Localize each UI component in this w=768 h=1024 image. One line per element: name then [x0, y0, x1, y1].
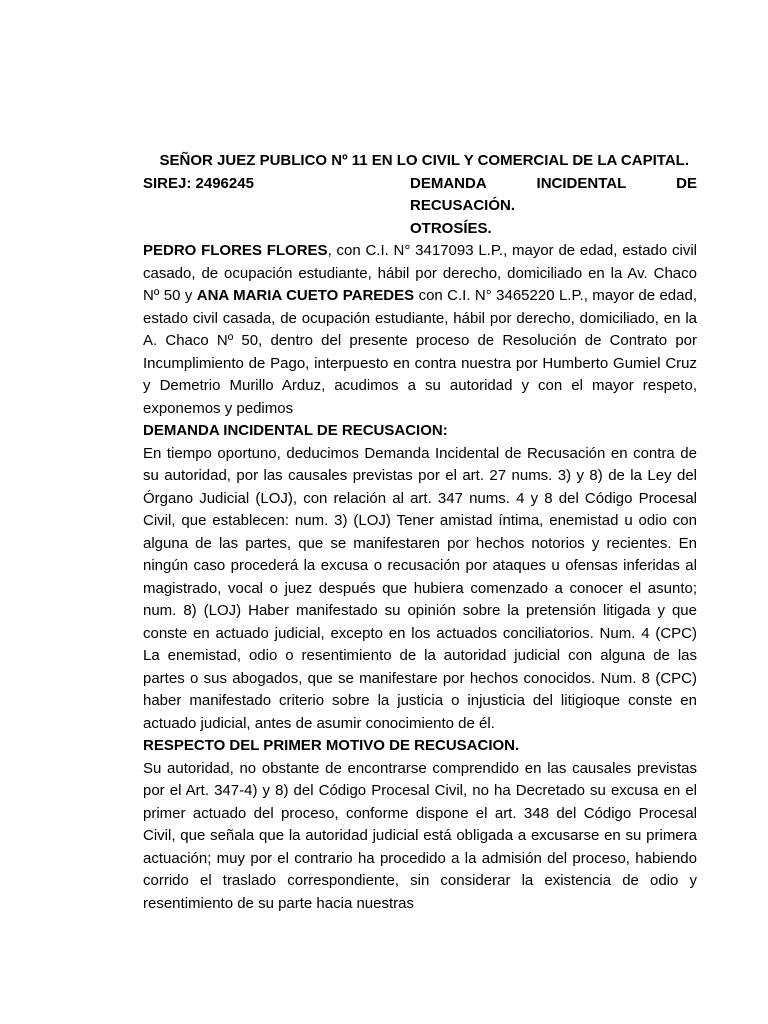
intro-text-2: con C.I. N° 3465220 L.P., mayor de edad, estado civil casada, de ocupación estudiante, hábil por derecho, domiciliado, en la A. Chaco Nº 50, dentro del presente proceso de Resolución de Contrato por Incumplimiento de Pago, interpuesto en contra nuestra por Humberto Gumiel Cruz y Demetrio Murillo Arduz, acudimos a su autoridad y con el mayor respeto, exponemos y pedimos	[143, 287, 698, 417]
plaintiff-name-1: PEDRO FLORES FLORES	[143, 242, 328, 259]
case-header	[143, 173, 697, 241]
section-body-first-motive: Su autoridad, no obstante de encontrarse comprendido en las causales previstas por el Art. 347-4) y 8) del Código Procesal Civil, no ha Decretado su excusa en el primer actuado del proceso, conforme dispone el art. 348 del Código Procesal Civil, que señala que la autoridad judicial está obligada a excusarse en su primera actuación; muy por el contrario ha procedido a la admisión del proceso, habiendo corrido el traslado correspondiente, sin considerar la existencia de odio y resentimiento de su parte hacia nuestras	[143, 759, 697, 912]
court-title: SEÑOR JUEZ PUBLICO Nº 11 EN LO CIVIL Y COMERCIAL DE LA CAPITAL.	[159, 152, 689, 169]
demand-title	[410, 173, 697, 241]
demand-word-2: INCIDENTAL	[536, 174, 627, 192]
demand-word-3: DE	[676, 174, 697, 192]
demand-title-line3: OTROSÍES.	[410, 219, 492, 237]
intro-text-1: , con C.I. N° 3417093 L.P., mayor de edad, estado civil casado, de ocupación estudiante, hábil por derecho, domiciliado en la Av. Chaco Nº 50 y	[143, 242, 698, 304]
intro-paragraph	[143, 240, 697, 420]
section-heading-first-motive: RESPECTO DEL PRIMER MOTIVO DE RECUSACION.	[143, 737, 520, 754]
section-heading-demand: DEMANDA INCIDENTAL DE RECUSACION:	[143, 422, 448, 439]
section-body-demand: En tiempo oportuno, deducimos Demanda Incidental de Recusación en contra de su autoridad, por las causales previstas por el art. 27 nums. 3) y 8) de la Ley del Órgano Judicial (LOJ), con relación al art. 347 nums. 4 y 8 del Código Procesal Civil, que establecen: num. 3) (LOJ) Tener amistad íntima, enemistad u odio con alguna de las partes, que se manifestaren por hechos notorios y recientes. En ningún caso procederá la excusa o recusación por ataques u ofensas inferidas al magistrado, vocal o juez después que hubiera comenzado a conocer el asunto; num. 8) (LOJ) Haber manifestado su opinión sobre la pretensión litigada y que conste en actuado judicial, excepto en los actuados conciliatorios. Num. 4 (CPC) La enemistad, odio o resentimiento de la autoridad judicial con alguna de las partes o sus abogados, que se manifestare por hechos conocidos. Num. 8 (CPC) haber manifestado criterio sobre la justicia o injusticia del litigioque conste en actuado judicial, antes de asumir conocimiento de él.	[143, 444, 697, 732]
demand-title-line2: RECUSACIÓN.	[410, 197, 516, 214]
plaintiff-name-2: ANA MARIA CUETO PAREDES	[196, 287, 415, 304]
sirej-number: SIREJ: 2496245	[143, 174, 254, 192]
demand-title-line1	[410, 173, 697, 196]
demand-word-1: DEMANDA	[410, 174, 487, 192]
document-content	[143, 150, 697, 915]
